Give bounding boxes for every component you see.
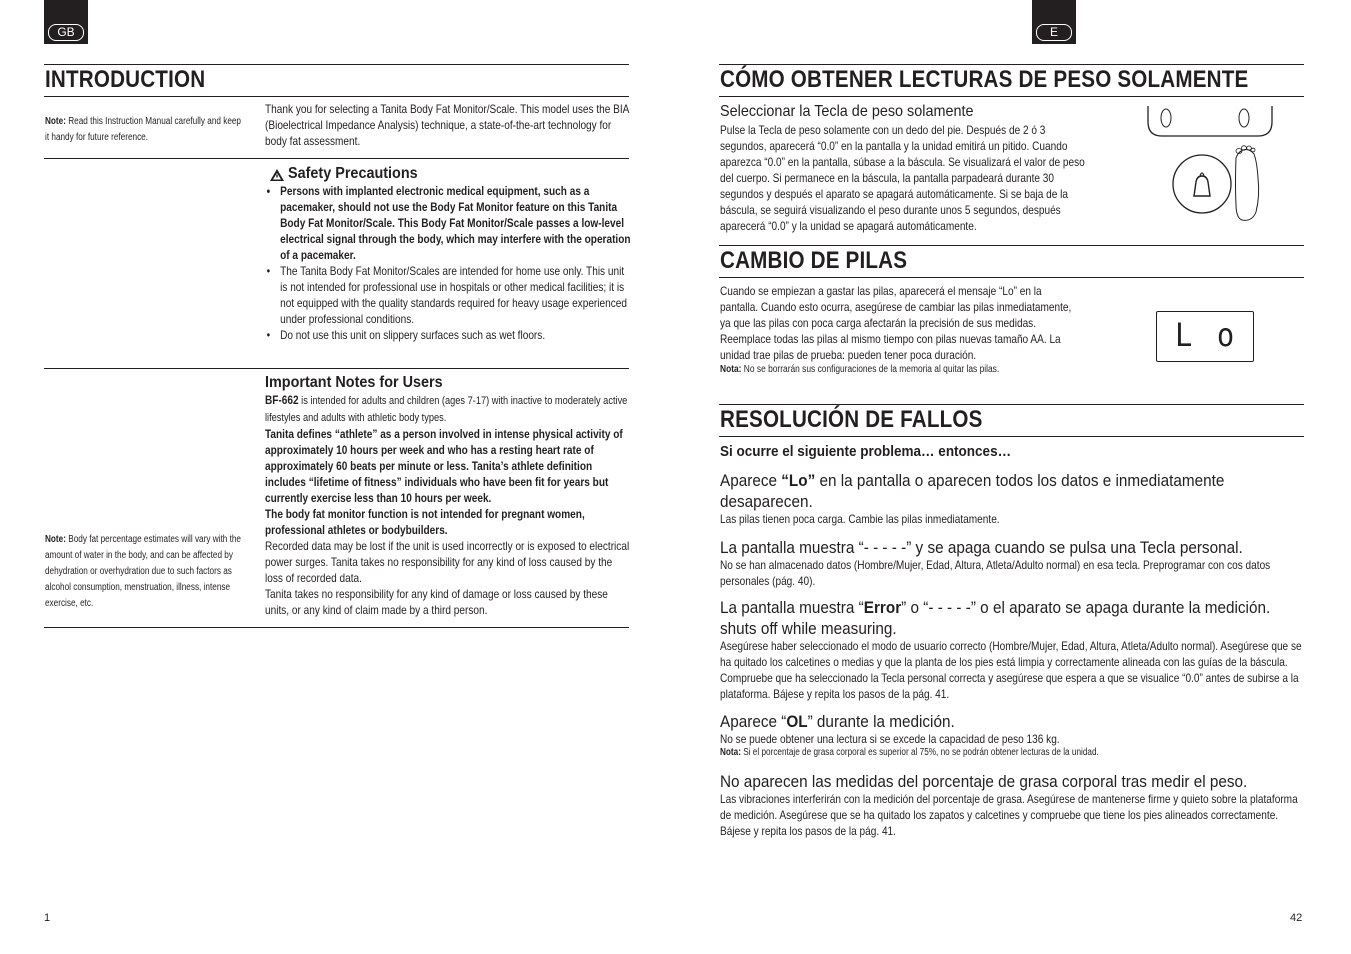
note-label: Note: (45, 116, 66, 127)
recorded-data-notice: Recorded data may be lost if the unit is used incorrectly or is exposed to electrical power surges. Tanita takes no responsibility for any kind of loss caused by the loss of recorded data. (265, 539, 630, 585)
divider (44, 368, 629, 369)
page-number: 1 (44, 912, 51, 924)
divider (719, 436, 1304, 437)
damage-notice: Tanita takes no responsibility for any kind of damage or loss caused by these units, or any kind of claim made by a third person. (265, 587, 608, 617)
notes-users-heading: Important Notes for Users (265, 374, 443, 391)
divider (719, 96, 1304, 97)
problem-text-body-fat: Las vibraciones interferirán con la medición del porcentaje de grasa. Asegúrese de mantenerse firme y quieto sobre la plataforma de medición. Asegúrese que se ha quitado los zapatos y calcetines y compruebe que tiene los pies alineados correctamente. Bájese y repita los pasos de la pág. 41. (720, 792, 1298, 838)
divider (44, 158, 629, 159)
note-text: Body fat percentage estimates will vary with the amount of water in the body, and can be affected by dehydration or overhydration due to such factors as alcohol consumption, menstruation, illness, intense exercise, etc. (45, 534, 241, 609)
section-title-troubleshooting: RESOLUCIÓN DE FALLOS (720, 406, 983, 433)
heading-part: La pantalla muestra “ (720, 598, 864, 617)
battery-note (720, 363, 1081, 377)
problem-text-dashes: No se han almacenado datos (Hombre/Mujer, Edad, Altura, Atleta/Adulto normal) en esa tecla. Preprogramar con cos datos personales (pág. 40). (720, 558, 1271, 588)
note-manual (45, 114, 242, 146)
athlete-definition: Tanita defines “athlete” as a person involved in intense physical activity of approximately 10 hours per week and who has a resting heart rate of approximately 60 beats per minute or less. Tanita’s athlete definition includes “lifetime of fitness” individuals who have been fit for years but currently exercise less than 10 hours per week. (265, 427, 623, 505)
divider (44, 627, 629, 628)
weight-subheading: Seleccionar la Tecla de peso solamente (720, 103, 974, 120)
language-tab-label: E (1036, 24, 1072, 41)
note-text: No se borrarán sus configuraciones de la memoria al quitar las pilas. (741, 364, 1000, 375)
problem-heading-body-fat: No aparecen las medidas del porcentaje de grasa corporal tras medir el peso. (720, 772, 1248, 791)
note-text: Si el porcentaje de grasa corporal es superior al 75%, no se podrán obtener lecturas de la unidad. (740, 747, 1099, 758)
battery-paragraph: Cuando se empiezan a gastar las pilas, aparecerá el mensaje “Lo” en la pantalla. Cuando esto ocurra, asegúrese de cambiar las pilas inmediatamente, ya que las pilas con poca carga afectarán la precisión de sus medidas. Reemplace todas las pilas al mismo tiempo con pilas nuevas tamaño AA. La unidad trae pilas de prueba: pueden tener poca duración. (720, 284, 1072, 362)
note-label: Note: (45, 534, 66, 545)
lo-display-text: L o (1175, 316, 1238, 354)
language-tab-label: GB (48, 24, 84, 41)
heading-bold: “Lo” (781, 471, 816, 490)
safety-heading-text: Safety Precautions (288, 165, 418, 182)
lo-display (1156, 311, 1254, 362)
note-label: Nota: (720, 747, 741, 758)
safety-bullet: • Do not use this unit on slippery surfaces such as wet floors. (265, 327, 631, 343)
problem-heading-lo (720, 470, 1305, 512)
section-title-battery: CAMBIO DE PILAS (720, 247, 908, 274)
divider (719, 245, 1304, 246)
language-tab-e (1032, 0, 1076, 44)
heading-part: en la pantalla o aparecen todos los datos e inmediatamente desaparecen. (720, 471, 1225, 511)
model-paragraph (265, 392, 631, 426)
problem-text-error: Asegúrese haber seleccionado el modo de usuario correcto (Hombre/Mujer, Edad, Altura, Atleta/Adulto normal). Asegúrese que se ha quitado los calcetines o medias y que la planta de los pies está limpia y correctamente alineada con las guías de la báscula. Compruebe que ha seleccionado la Tecla personal correcta y asegúrese que espera a que se visualice “0.0” antes de subirse a la plataforma. Bájese y repita los pasos de la pág. 41. (720, 639, 1302, 701)
troubleshooting-lead: Si ocurre el siguiente problema… entonces… (720, 443, 1012, 460)
language-tab-gb (44, 0, 88, 44)
problem-text-ol: No se puede obtener una lectura si se excede la capacidad de peso 136 kg. (720, 732, 1060, 746)
warning-icon (269, 168, 285, 182)
heading-part: ” durante la medición. (807, 712, 955, 731)
divider (719, 277, 1304, 278)
heading-part: ” o “- - - - -” o el aparato se apaga durante la medición. shuts off while measuring. (720, 598, 1271, 638)
notes-users-body (265, 392, 631, 618)
pregnant-notice: The body fat monitor function is not intended for pregnant women, professional athletes or bodybuilders. (265, 507, 585, 537)
safety-bullet: • Persons with implanted electronic medical equipment, such as a pacemaker, should not use the Body Fat Monitor feature on this Tanita Body Fat Monitor/Scale. This Body Fat Monitor/Scale passes a low-level electrical signal through the body, which may interfere with the operation of a pacemaker. (265, 183, 631, 263)
scale-foot-illustration (1146, 104, 1274, 226)
weight-text: Pulse la Tecla de peso solamente con un dedo del pie. Después de 2 ó 3 segundos, aparecerá “0.0” en la pantalla y la unidad emitirá un pitido. Cuando aparezca “0.0” en la pantalla, súbase a la báscula. Se visualizará el valor de peso del cuerpo. Si permanece en la báscula, la pantalla parpadeará durante 30 segundos y después el aparato se apagará automáticamente. Si se baja de la báscula, se seguirá visualizando el peso durante unos 5 segundos, después aparecerá “0.0” y la unidad se apagará automáticamente. (720, 123, 1085, 233)
model-name: BF-662 (265, 393, 299, 407)
page-number: 42 (1290, 912, 1303, 924)
divider (44, 64, 629, 65)
note-label: Nota: (720, 364, 742, 375)
section-title-weight: CÓMO OBTENER LECTURAS DE PESO SOLAMENTE (720, 66, 1249, 93)
note-text: Read this Instruction Manual carefully and keep it handy for future reference. (45, 116, 242, 143)
safety-list (265, 183, 631, 343)
problem-text-lo: Las pilas tienen poca carga. Cambie las pilas inmediatamente. (720, 512, 1000, 526)
problem-heading-dashes: La pantalla muestra “- - - - -” y se apaga cuando se pulsa una Tecla personal. (720, 538, 1243, 557)
divider (719, 64, 1304, 65)
battery-text (720, 283, 1081, 377)
intro-text: Thank you for selecting a Tanita Body Fat Monitor/Scale. This model uses the BIA (Bioelectrical Impedance Analysis) technique, a state-of-the-art technology for body fat assessment. (265, 102, 629, 148)
divider (719, 404, 1304, 405)
model-text: is intended for adults and children (ages 7-17) with inactive to moderately active lifestyles and adults with athletic body types. (265, 395, 628, 424)
problem-heading-error (720, 597, 1305, 639)
heading-part: Aparece (720, 471, 782, 490)
page-title: INTRODUCTION (45, 66, 206, 93)
heading-bold: OL (786, 712, 808, 731)
problem-heading-ol (720, 711, 1305, 732)
note-body-fat (45, 532, 242, 612)
divider (44, 96, 629, 97)
heading-part: Aparece “ (720, 712, 787, 731)
problem-note-ol (720, 745, 1294, 761)
heading-bold: Error (863, 598, 902, 617)
safety-bullet: • The Tanita Body Fat Monitor/Scales are intended for home use only. This unit is not intended for professional use in hospitals or other medical facilities; it is not equipped with the quality standards required for heavy usage experienced under professional conditions. (265, 263, 631, 327)
